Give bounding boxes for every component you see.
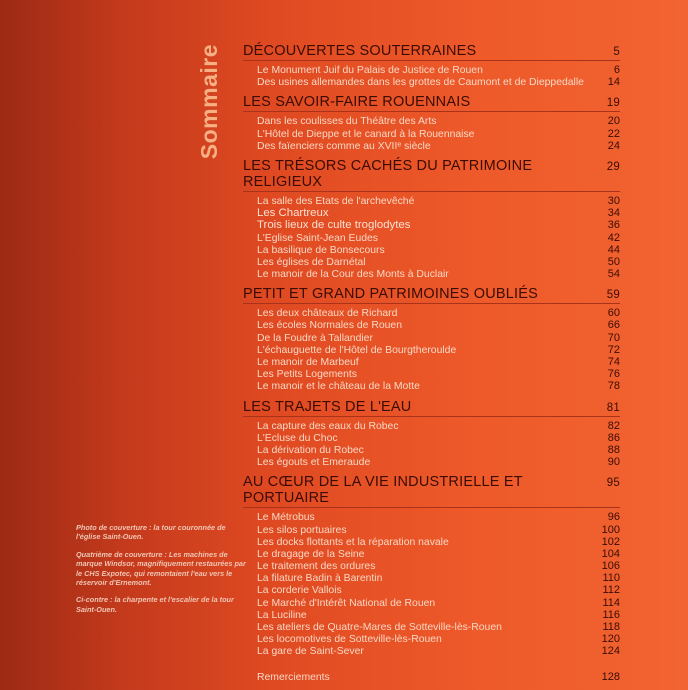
- toc-section: [243, 158, 620, 280]
- entry-title: La filature Badin à Barentin: [257, 573, 383, 585]
- entry-title: La Luciline: [257, 609, 307, 621]
- entry-page-number: 82: [607, 419, 620, 432]
- section-title: LES SAVOIR-FAIRE ROUENNAIS: [243, 94, 471, 111]
- toc-entry: [243, 140, 620, 152]
- section-page-number: 59: [606, 289, 620, 302]
- entry-page-number: 44: [607, 243, 620, 256]
- entry-title: Le manoir de Marbeuf: [257, 357, 359, 368]
- toc-entry: [243, 524, 620, 536]
- entry-title: L'Hôtel de Dieppe et le canard à la Rouennaise: [257, 128, 475, 140]
- entry-page-number: 50: [607, 255, 620, 268]
- entry-page-number: 30: [607, 194, 620, 207]
- entry-title: Les locomotives de Sotteville-lès-Rouen: [257, 634, 442, 646]
- entry-title: Le traitement des ordures: [257, 561, 376, 573]
- toc-entry: [243, 432, 620, 444]
- entry-page-number: 60: [607, 307, 620, 320]
- section-title: AU CŒUR DE LA VIE INDUSTRIELLE ET PORTUAIRE: [243, 474, 523, 507]
- entry-title: Les docks flottants et la réparation navale: [257, 536, 449, 548]
- section-page-number: 81: [606, 401, 620, 414]
- entry-page-number: 70: [607, 331, 620, 344]
- toc-entry: [243, 219, 620, 231]
- entry-page-number: 112: [602, 584, 620, 597]
- entry-title: Le Marché d'Intérêt National de Rouen: [257, 597, 436, 609]
- cover-captions: [76, 523, 246, 622]
- entry-title: Remerciements: [257, 671, 330, 683]
- toc-entry: [243, 368, 620, 380]
- section-page-number: 19: [606, 97, 620, 110]
- entry-page-number: 110: [602, 572, 620, 585]
- entry-title: La salle des Etats de l'archevêché: [257, 195, 415, 207]
- sommaire-title: Sommaire: [196, 44, 222, 160]
- toc-section: [243, 399, 620, 469]
- table-of-contents: [243, 43, 620, 683]
- entry-title: La gare de Saint-Sever: [257, 646, 364, 658]
- section-heading: [243, 43, 620, 61]
- entry-title: Les ateliers de Quatre-Mares de Sotteville-lès-Rouen: [257, 622, 502, 633]
- entry-page-number: 66: [607, 319, 620, 332]
- entry-title: La corderie Vallois: [257, 585, 342, 597]
- entry-title: Le Monument Juif du Palais de Justice de Rouen: [257, 65, 483, 76]
- entry-page-number: 74: [607, 356, 620, 368]
- entry-title: La basilique de Bonsecours: [257, 244, 385, 256]
- entry-title: Les Petits Logements: [257, 369, 357, 381]
- toc-section: [243, 94, 620, 152]
- entry-title: L'Ecluse du Choc: [257, 432, 338, 444]
- toc-entry: [243, 420, 620, 432]
- entry-page-number: 54: [607, 268, 620, 281]
- entry-title: Les écoles Normales de Rouen: [257, 320, 402, 332]
- section-heading: [243, 474, 620, 508]
- entry-page-number: 100: [601, 523, 620, 536]
- toc-entry: [243, 621, 620, 633]
- toc-entry: [243, 572, 620, 584]
- toc-entry: [243, 609, 620, 621]
- toc-entry: [243, 115, 620, 127]
- entry-page-number: 114: [602, 596, 620, 609]
- toc-entry: [243, 128, 620, 140]
- entry-page-number: 128: [601, 670, 620, 683]
- toc-entry: [243, 444, 620, 456]
- toc-entry: [243, 332, 620, 344]
- entry-page-number: 96: [607, 511, 620, 524]
- toc-entry: [243, 536, 620, 548]
- toc-entry: [243, 232, 620, 244]
- caption-text: Ci-contre : la charpente et l'escalier de la tour Saint-Ouen.: [76, 595, 234, 614]
- toc-entry-remerciements: [243, 671, 620, 683]
- entry-title: Dans les coulisses du Théâtre des Arts: [257, 116, 437, 128]
- entry-page-number: 22: [607, 127, 620, 140]
- entry-page-number: 102: [601, 535, 620, 548]
- section-page-number: 95: [606, 477, 620, 490]
- toc-entry: [243, 456, 620, 468]
- toc-section: [243, 286, 620, 392]
- toc-entry: [243, 319, 620, 331]
- entry-title: Le dragage de la Seine: [257, 548, 365, 560]
- entry-title: De la Foudre à Tallandier: [257, 332, 373, 344]
- entry-title: L'Eglise Saint-Jean Eudes: [257, 232, 378, 244]
- section-heading: [243, 399, 620, 417]
- section-heading: [243, 94, 620, 112]
- toc-entry: [243, 584, 620, 596]
- entry-title: La dérivation du Robec: [257, 444, 364, 456]
- entry-page-number: 34: [607, 207, 620, 220]
- section-title: LES TRAJETS DE L'EAU: [243, 398, 412, 415]
- entry-title: Le manoir et le château de la Motte: [257, 381, 420, 393]
- entry-title: Les Chartreux: [257, 207, 329, 220]
- toc-entry: [243, 560, 620, 572]
- entry-title: Les égouts et Emeraude: [257, 457, 371, 469]
- entry-title: Trois lieux de culte troglodytes: [257, 219, 411, 232]
- entry-page-number: 76: [607, 368, 620, 381]
- entry-title: Le manoir de la Cour des Monts à Duclair: [257, 269, 449, 281]
- entry-page-number: 104: [601, 547, 620, 560]
- toc-entry: [243, 64, 620, 76]
- section-title: DÉCOUVERTES SOUTERRAINES: [243, 43, 477, 59]
- toc-entry: [243, 356, 620, 368]
- entry-page-number: 20: [607, 115, 620, 128]
- entry-page-number: 14: [607, 76, 620, 89]
- entry-title: La capture des eaux du Robec: [257, 420, 399, 432]
- section-heading: [243, 286, 620, 304]
- entry-page-number: 42: [607, 231, 620, 244]
- entry-page-number: 120: [601, 633, 620, 646]
- toc-entry: [243, 380, 620, 392]
- entry-page-number: 24: [607, 139, 620, 152]
- toc-entry: [243, 645, 620, 657]
- entry-page-number: 6: [613, 64, 620, 76]
- entry-page-number: 36: [607, 219, 620, 232]
- toc-entry: [243, 633, 620, 645]
- entry-page-number: 106: [601, 560, 620, 573]
- toc-entry: [243, 195, 620, 207]
- section-page-number: 29: [606, 160, 620, 173]
- toc-entry: [243, 344, 620, 356]
- toc-entry: [243, 548, 620, 560]
- entry-page-number: 78: [607, 380, 620, 393]
- toc-entry: [243, 268, 620, 280]
- toc-entry: [243, 511, 620, 523]
- section-page-number: 5: [613, 46, 620, 58]
- entry-page-number: 86: [607, 431, 620, 444]
- entry-page-number: 116: [602, 608, 620, 621]
- entry-title: Les silos portuaires: [257, 524, 347, 536]
- entry-page-number: 72: [607, 343, 620, 356]
- toc-section: [243, 474, 620, 657]
- entry-title: Le Métrobus: [257, 512, 315, 524]
- toc-entry: [243, 76, 620, 88]
- toc-entry: [243, 307, 620, 319]
- entry-page-number: 90: [607, 456, 620, 469]
- entry-page-number: 124: [601, 645, 620, 658]
- entry-title: Des faïenciers comme au XVIIᵉ siècle: [257, 140, 431, 152]
- toc-entry: [243, 597, 620, 609]
- toc-entry: [243, 244, 620, 256]
- entry-title: Les deux châteaux de Richard: [257, 308, 398, 320]
- entry-title: Les églises de Darnétal: [257, 256, 366, 268]
- entry-title: L'échauguette de l'Hôtel de Bourgtheroulde: [257, 344, 457, 356]
- entry-page-number: 118: [602, 621, 620, 633]
- toc-entry: [243, 256, 620, 268]
- caption-text: Photo de couverture : la tour couronnée de l'église Saint-Ouen.: [76, 523, 226, 542]
- caption-text: Quatrième de couverture : Les machines de marque Windsor, magnifiquement restaurées par le CHS Expotec, qui remontaient l'eau vers le réservoir d'Ernemont.: [76, 549, 246, 588]
- section-title: LES TRÉSORS CACHÉS DU PATRIMOINE RELIGIEUX: [243, 157, 533, 190]
- toc-section: [243, 43, 620, 88]
- section-heading: [243, 158, 620, 192]
- entry-title: Des usines allemandes dans les grottes de Caumont et de Dieppedalle: [257, 77, 584, 89]
- toc-entry: [243, 207, 620, 219]
- entry-page-number: 88: [607, 443, 620, 456]
- section-title: PETIT ET GRAND PATRIMOINES OUBLIÉS: [243, 286, 538, 303]
